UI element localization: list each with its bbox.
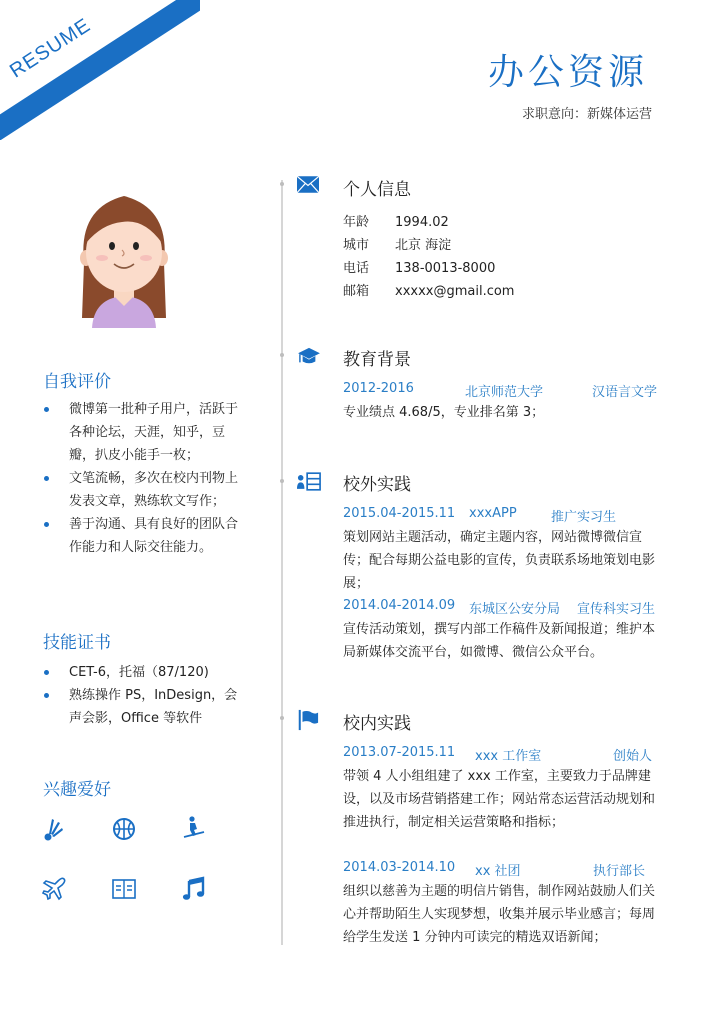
book-icon	[110, 875, 140, 905]
info-row-age: 年龄 1994.02	[343, 215, 449, 230]
list-item: CET-6，托福（87/120)	[43, 661, 243, 684]
resume-ribbon	[0, 0, 200, 140]
entry-period: 2014.03-2014.10	[343, 860, 456, 875]
education-major: 汉语言文学	[592, 385, 658, 400]
candidate-name: 办公资源	[487, 52, 648, 93]
hobby-grid	[40, 815, 220, 905]
envelope-icon	[297, 176, 321, 198]
entry-period: 2015.04-2015.11	[343, 506, 456, 521]
flag-icon	[297, 709, 321, 731]
entry-role: 推广实习生	[551, 510, 617, 525]
entry-role: 执行部长	[593, 864, 646, 879]
entry-org: xx 社团	[475, 864, 521, 879]
avatar	[74, 188, 174, 328]
self-eval-list	[43, 398, 243, 559]
timeline-dot	[280, 353, 284, 357]
timeline-dot	[280, 479, 284, 483]
education-school: 北京师范大学	[465, 385, 544, 400]
internal-practice-title: 校内实践	[343, 714, 411, 734]
badminton-icon	[40, 815, 70, 845]
entry-role: 宣传科实习生	[577, 602, 656, 617]
education-period: 2012-2016	[343, 381, 414, 396]
entry-desc: 策划网站主题活动，确定主题内容，网站微博微信宣传；配合每期公益电影的宣传，负责联系场地策划电影展；	[343, 530, 656, 591]
entry-org: xxx 工作室	[475, 749, 542, 764]
entry-org: 东城区公安分局	[469, 602, 561, 617]
personal-info-title: 个人信息	[343, 180, 411, 200]
list-item: 文笔流畅，多次在校内刊物上发表文章，熟练软文写作；	[43, 467, 243, 513]
entry-desc: 带领 4 人小组组建了 xxx 工作室，主要致力于品牌建设，以及市场营销搭建工作；网站常态运营活动规划和推进执行，制定相关运营策略和指标；	[343, 769, 656, 830]
timeline-dot	[280, 716, 284, 720]
entry-period: 2013.07-2015.11	[343, 745, 456, 760]
timeline-dot	[280, 182, 284, 186]
skills-title: 技能证书	[43, 633, 111, 653]
skiing-icon	[180, 815, 210, 845]
entry-role: 创始人	[613, 749, 653, 764]
graduation-cap-icon	[297, 346, 321, 368]
entry-desc: 宣传活动策划，撰写内部工作稿件及新闻报道；维护本局新媒体交流平台，如微博、微信公众平台。	[343, 622, 656, 660]
hobbies-title: 兴趣爱好	[43, 780, 111, 800]
entry-desc: 组织以慈善为主题的明信片销售，制作网站鼓励人们关心并帮助陌生人实现梦想，收集并展示毕业感言；每周给学生发送 1 分钟内可读完的精选双语新闻；	[343, 884, 656, 945]
skills-list	[43, 661, 243, 730]
music-icon	[180, 875, 210, 905]
entry-org: xxxAPP	[469, 506, 517, 521]
job-intent: 求职意向：新媒体运营	[521, 107, 652, 122]
basketball-icon	[110, 815, 140, 845]
airplane-icon	[40, 875, 70, 905]
education-title: 教育背景	[343, 350, 411, 370]
info-row-phone: 电话 138-0013-8000	[343, 261, 496, 276]
ribbon-text: RESUME	[6, 14, 95, 83]
timeline-line	[281, 180, 283, 945]
list-item: 善于沟通、具有良好的团队合作能力和人际交往能力。	[43, 513, 243, 559]
info-row-city: 城市 北京 海淀	[343, 238, 452, 253]
education-detail: 专业绩点 4.68/5，专业排名第 3；	[343, 405, 545, 420]
profile-list-icon	[297, 472, 321, 494]
list-item: 微博第一批种子用户，活跃于各种论坛，天涯，知乎，豆瓣，扒皮小能手一枚；	[43, 398, 243, 467]
info-row-email: 邮箱 xxxxx@gmail.com	[343, 284, 515, 299]
external-practice-title: 校外实践	[343, 475, 411, 495]
list-item: 熟练操作 PS，InDesign，会声会影，Office 等软件	[43, 684, 243, 730]
self-eval-title: 自我评价	[43, 372, 111, 392]
entry-period: 2014.04-2014.09	[343, 598, 456, 613]
